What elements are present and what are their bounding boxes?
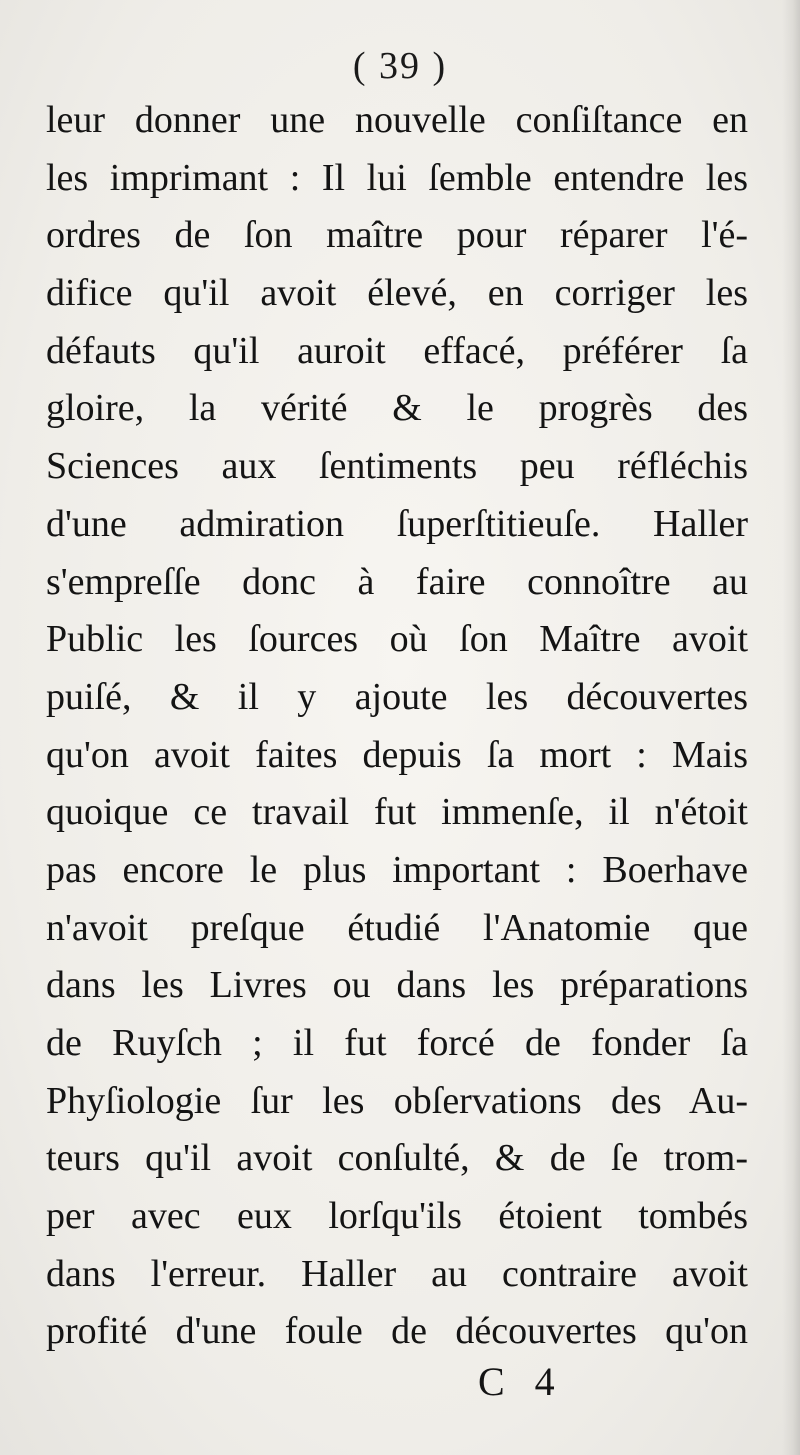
text-line: Phyſiologie ſur les obſervations des Au-	[46, 1079, 748, 1122]
text-line: ordres de ſon maître pour réparer l'é-	[46, 214, 748, 257]
text-line: Sciences aux ſentiments peu réfléchis	[46, 445, 748, 488]
text-line: puiſé, & il y ajoute les découvertes	[46, 675, 748, 718]
text-line: gloire, la vérité & le progrès des	[46, 387, 748, 430]
text-line: teurs qu'il avoit conſulté, & de ſe trom-	[46, 1137, 748, 1180]
signature-mark: C 4	[478, 1359, 565, 1404]
text-line: Public les ſources où ſon Maître avoit	[46, 618, 748, 661]
text-line: les imprimant : Il lui ſemble entendre les	[46, 156, 748, 199]
text-line: s'empreſſe donc à faire connoître au	[46, 560, 748, 603]
text-line: per avec eux lorſqu'ils étoient tombés	[46, 1195, 748, 1238]
text-line: leur donner une nouvelle conſiſtance en	[46, 99, 748, 141]
text-line: difice qu'il avoit élevé, en corriger les	[46, 272, 748, 315]
page-number: ( 39 )	[352, 45, 448, 87]
text-line: de Ruyſch ; il fut forcé de fonder ſa	[46, 1022, 748, 1064]
text-line: profité d'une foule de découvertes qu'on	[46, 1310, 748, 1353]
text-line: dans l'erreur. Haller au contraire avoit	[46, 1252, 748, 1295]
text-line: d'une admiration ſuperſtitieuſe. Haller	[46, 502, 748, 545]
text-line: défauts qu'il auroit effacé, préférer ſa	[46, 329, 748, 372]
page-edge-shadow	[782, 0, 800, 1455]
body-text	[46, 92, 748, 1361]
text-line: pas encore le plus important : Boerhave	[46, 848, 748, 891]
text-line: qu'on avoit faites depuis ſa mort : Mais	[46, 733, 748, 776]
text-line: dans les Livres ou dans les préparations	[46, 964, 748, 1007]
text-line: quoique ce travail fut immenſe, il n'étoit	[46, 791, 748, 834]
text-line: n'avoit preſque étudié l'Anatomie que	[46, 906, 748, 949]
